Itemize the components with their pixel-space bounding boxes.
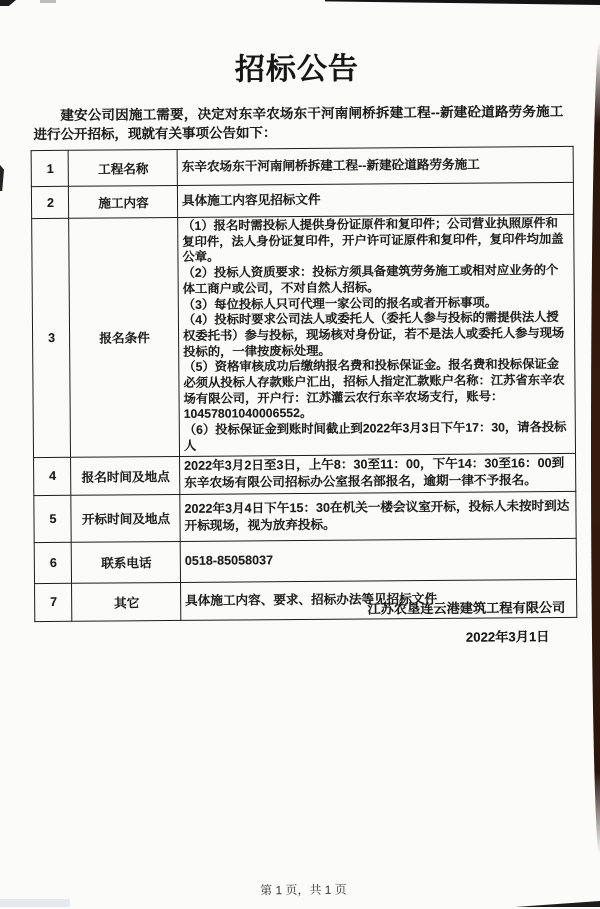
content-paragraph: （2）投标人资质要求：投标方须具备建筑劳务施工或相对应业务的个体工商户或公司，不对自然人招标。 [182,263,559,296]
content-paragraph: （6）投标保证金到账时间截止到2022年3月3日下午17：30，请各投标人 [183,420,567,453]
content-paragraph: （4）投标时要求公司法人或委托人（委托人参与投标的需提供法人授权委托书）参与投标，现场核对身份证，若不是法人或委托人参与现场投标的，一律按废标处理。 [182,310,565,359]
row-label: 开标时间及地点 [71,494,180,542]
table-row-registration-conditions [32,214,576,457]
row-label: 其它 [72,582,181,621]
content-paragraph: （3）每位投标人只可代理一家公司的报名或者开标事项。 [182,294,498,312]
row-label: 报名时间及地点 [71,456,180,495]
row-label: 联系电话 [71,541,180,583]
row-content [177,146,573,185]
row-content [180,538,576,582]
content-paragraph: 2022年3月4日下午15：30在机关一楼会议室开标，投标人未按时到达开标现场，视为放弃投标。 [184,498,570,533]
table-row-registration-time-place [34,453,576,495]
row-content [178,214,576,456]
content-paragraph: （5）资格审核成功后缴纳报名费和投标保证金。报名费和投标保证金必须从投标人存款账户汇出，招标人指定汇款账户名称：江苏省东辛农场有限公司，开户行：江苏灌云农行东辛农场支行，账号：10457801040006552。 [183,357,565,422]
content-paragraph: 2022年3月2日至3日，上午8：30至11：00，下午14：30至16：00到东辛农场有限公司招标办公室报名部报名，逾期一律不予报名。 [184,455,565,490]
row-number: 5 [34,495,71,542]
table-row-project-name [31,146,573,186]
intro-paragraph: 建安公司因施工需要，决定对东辛农场东干河南闸桥拆建工程--新建砼道路劳务施工进行公开招标，现就有关事项公告如下： [33,103,564,143]
row-number: 7 [35,583,72,621]
row-content [177,182,573,217]
table-row-contact-phone [34,538,576,583]
row-label: 报名条件 [69,217,180,456]
issue-date: 2022年3月1日 [465,629,550,645]
row-label: 施工内容 [68,185,177,218]
table-row-construction-content [31,182,573,218]
table-row-bid-opening-time-place [34,491,576,542]
page-number: 第 1 页，共 1 页 [260,882,347,898]
issuer-company-name: 江苏农垦连云港建筑工程有限公司 [367,599,566,617]
row-number: 3 [32,218,71,457]
row-number: 1 [31,150,68,186]
row-number: 2 [31,186,68,218]
content-paragraph: （1）报名时需投标人提供身份证原件和复印件；公司营业执照原件和复印件，法人身份证复印件，开户许可证原件和复印件，复印件均加盖公章。 [182,215,564,265]
content-paragraph: 具体施工内容、要求、招标办法等见招标文件 [185,591,438,608]
row-number: 4 [34,457,71,495]
content-paragraph: 0518-85058037 [184,553,274,568]
row-number: 6 [34,542,71,583]
document-title: 招标公告 [234,52,360,87]
announcement-table [31,146,578,622]
content-paragraph: 东辛农场东干河南闸桥拆建工程--新建砼道路劳务施工 [181,157,480,174]
row-content [180,453,576,494]
row-label: 工程名称 [68,149,177,186]
content-paragraph: 具体施工内容见招标文件 [181,192,321,208]
row-content [180,491,576,541]
